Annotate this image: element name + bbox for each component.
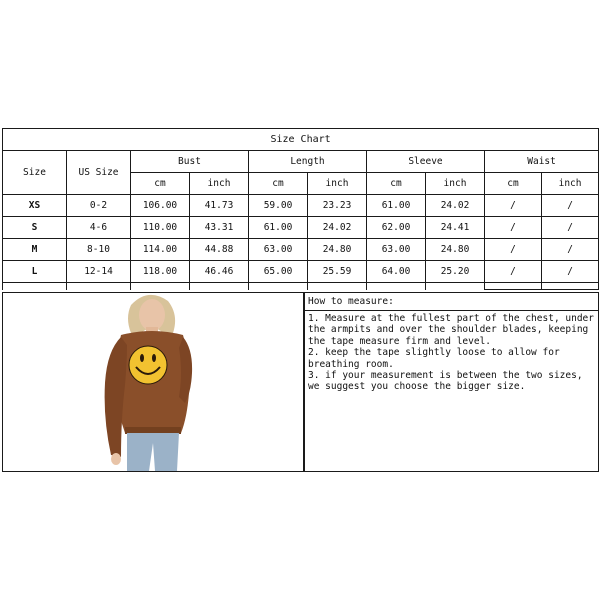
length-inch-cell: 24.02	[308, 217, 367, 239]
spacer-cell	[426, 283, 485, 290]
spacer-cell	[67, 283, 131, 290]
sleeve-inch-cell: 24.41	[426, 217, 485, 239]
spacer-cell	[308, 283, 367, 290]
sleeve-inch-cell: 24.02	[426, 195, 485, 217]
size-cell: M	[3, 239, 67, 261]
bust-inch-cell: 43.31	[190, 217, 249, 239]
table-row	[3, 195, 599, 217]
waist-cm-cell: /	[485, 239, 542, 261]
table-row	[3, 239, 599, 261]
sleeve-inch-cell: 24.80	[426, 239, 485, 261]
sleeve-cm-cell: 64.00	[367, 261, 426, 283]
smiley-eye-right	[152, 354, 156, 362]
length-cm-cell: 59.00	[249, 195, 308, 217]
waist-cm-cell: /	[485, 261, 542, 283]
us-size-cell: 0-2	[67, 195, 131, 217]
bust-cm-cell: 114.00	[131, 239, 190, 261]
bust-cm-cell: 106.00	[131, 195, 190, 217]
sleeve-cm-cell: 62.00	[367, 217, 426, 239]
sweater-hem	[125, 427, 181, 434]
jeans-shape	[127, 433, 179, 471]
waist-header: Waist	[485, 151, 599, 173]
unit-header-inch: inch	[542, 173, 599, 195]
length-header: Length	[249, 151, 367, 173]
model-illustration	[3, 293, 303, 471]
unit-header-cm: cm	[131, 173, 190, 195]
us-size-cell: 8-10	[67, 239, 131, 261]
length-cm-cell: 63.00	[249, 239, 308, 261]
measure-step-3: 3. if your measurement is between the two sizes, we suggest you choose the bigger size.	[308, 370, 583, 393]
unit-header-cm: cm	[485, 173, 542, 195]
how-to-measure-panel	[304, 292, 599, 472]
us-size-cell: 12-14	[67, 261, 131, 283]
sleeve-cm-cell: 61.00	[367, 195, 426, 217]
spacer-cell	[190, 283, 249, 290]
face-shape	[139, 299, 165, 331]
waist-inch-cell: /	[542, 239, 599, 261]
size-cell: XS	[3, 195, 67, 217]
waist-inch-cell: /	[542, 217, 599, 239]
unit-header-inch: inch	[308, 173, 367, 195]
table-row	[3, 261, 599, 283]
bust-inch-cell: 46.46	[190, 261, 249, 283]
size-chart-table	[2, 128, 599, 290]
sleeve-cm-cell: 63.00	[367, 239, 426, 261]
left-hand	[111, 453, 121, 465]
waist-inch-cell: /	[542, 195, 599, 217]
unit-header-cm: cm	[367, 173, 426, 195]
us-size-header: US Size	[67, 151, 131, 195]
waist-inch-cell: /	[542, 261, 599, 283]
bust-header: Bust	[131, 151, 249, 173]
sleeve-header: Sleeve	[367, 151, 485, 173]
waist-cm-cell: /	[485, 217, 542, 239]
table-row	[3, 217, 599, 239]
measure-step-2: 2. keep the tape slightly loose to allow for breathing room.	[308, 347, 560, 370]
smiley-face	[129, 346, 167, 384]
unit-header-cm: cm	[249, 173, 308, 195]
length-inch-cell: 24.80	[308, 239, 367, 261]
size-chart-title: Size Chart	[3, 129, 599, 151]
how-to-measure-title: How to measure:	[305, 293, 598, 311]
smiley-eye-left	[140, 354, 144, 362]
spacer-cell	[367, 283, 426, 290]
size-cell: S	[3, 217, 67, 239]
size-header: Size	[3, 151, 67, 195]
spacer-cell	[3, 283, 67, 290]
length-cm-cell: 65.00	[249, 261, 308, 283]
spacer-cell	[542, 283, 599, 290]
spacer-cell	[485, 283, 542, 290]
length-inch-cell: 23.23	[308, 195, 367, 217]
spacer-cell	[249, 283, 308, 290]
sweater-left-sleeve	[105, 337, 127, 457]
table-spacer-row	[3, 283, 599, 290]
model-photo	[2, 292, 304, 472]
waist-cm-cell: /	[485, 195, 542, 217]
us-size-cell: 4-6	[67, 217, 131, 239]
bust-inch-cell: 44.88	[190, 239, 249, 261]
measure-step-1: 1. Measure at the fullest part of the chest, under the armpits and over the shoulder blades, keeping the tape measure firm and level.	[308, 313, 594, 347]
bust-cm-cell: 118.00	[131, 261, 190, 283]
bust-inch-cell: 41.73	[190, 195, 249, 217]
bust-cm-cell: 110.00	[131, 217, 190, 239]
spacer-cell	[131, 283, 190, 290]
how-to-measure-instructions	[305, 311, 598, 393]
unit-header-inch: inch	[426, 173, 485, 195]
unit-header-inch: inch	[190, 173, 249, 195]
length-cm-cell: 61.00	[249, 217, 308, 239]
size-cell: L	[3, 261, 67, 283]
length-inch-cell: 25.59	[308, 261, 367, 283]
sleeve-inch-cell: 25.20	[426, 261, 485, 283]
